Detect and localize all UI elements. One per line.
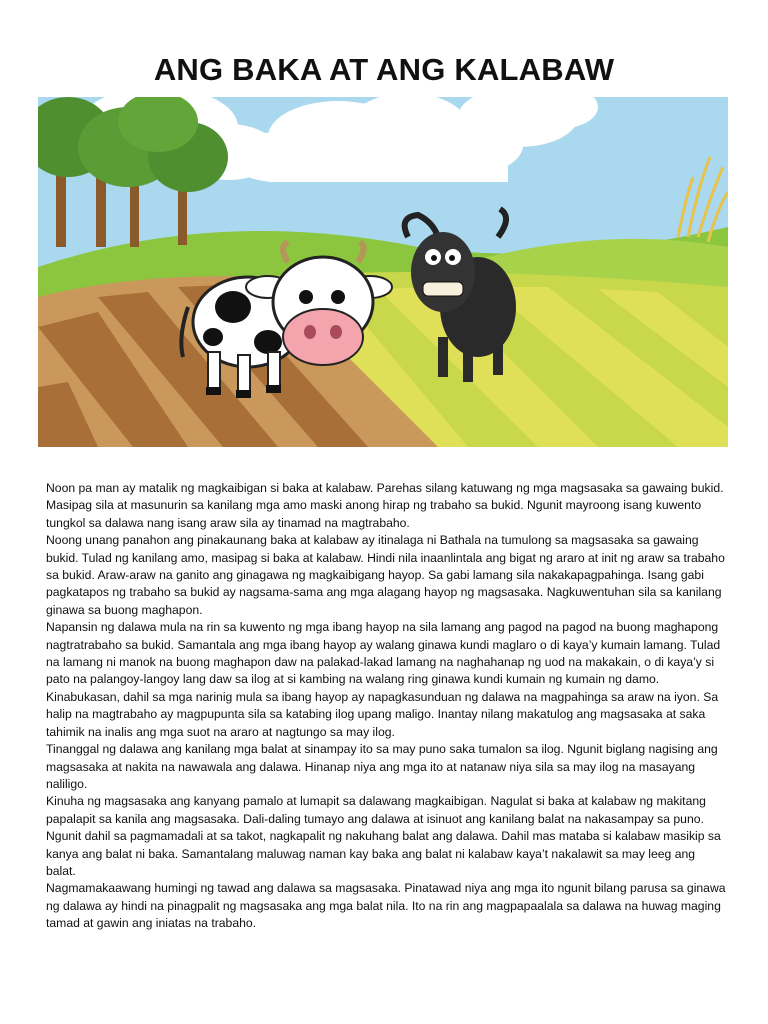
page-title: ANG BAKA AT ANG KALABAW: [153, 52, 615, 87]
story-paragraph: Nagmamakaawang humingi ng tawad ang dalawa sa magsasaka. Pinatawad niya ang mga ito ngunit bilang parusa sa ginawa ng dalawa ay hindi na pinagpalit ng magsasaka ang mga balat nila. Ito na rin ang magpapaalala sa dalawa na huwag maging tamad at gawin ang iniatas na trabaho.: [46, 881, 726, 931]
story-illustration: [38, 97, 728, 447]
story-text: [46, 480, 726, 933]
story-paragraph: Napansin ng dalawa mula na rin sa kuwento ng mga ibang hayop na sila lamang ang pagod na pagod na buong maghapong nagtratrabaho sa bukid. Samantala ang mga ibang hayop ay walang ginawa kundi maglaro o di kaya’y kumain lamang. Tulad na lamang ni manok na buong maghapon daw na palakad-lakad lamang na naghahanap ng uod na makakain, o di kaya’y si pato na palangoy-langoy lang daw sa ilog at si kambing na walang ring ginawa kundi kumain ng kumain ng damo.: [46, 620, 721, 687]
story-paragraph: Tinanggal ng dalawa ang kanilang mga balat at sinampay ito sa may puno saka tumalon sa ilog. Ngunit biglang nagising ang magsasaka at nakita na nawawala ang dalawa. Hinanap niya ang mga ito at natanaw niya sila sa may ilog na masayang naliligo.: [46, 742, 718, 791]
story-paragraph: Noon pa man ay matalik ng magkaibigan si baka at kalabaw. Parehas silang katuwang ng mga magsasaka sa gawaing bukid. Masipag sila at masunurin sa kanilang mga amo maski anong hirap ng trabaho sa bukid. Ngunit mayroong isang kuwento tungkol sa dalawa nang isang araw sila ay tinamad na magtrabaho.: [46, 481, 724, 530]
story-paragraph: Kinuha ng magsasaka ang kanyang pamalo at lumapit sa dalawang magkaibigan. Nagulat si baka at kalabaw ng makitang papalapit sa kanila ang magsasaka. Dali-daling tumayo ang dalawa at isinuot ang kanilang balat na nakasampay sa puno. Ngunit dahil sa pagmamadali at sa takot, nagkapalit ng nakuhang balat ang dalawa. Dahil mas mataba si kalabaw masikip sa kanya ang balat ni baka. Samantalang maluwag naman kay baka ang balat ni kalabaw kaya’t nakalawit sa may leeg ang balat.: [46, 794, 721, 878]
story-paragraph: Noong unang panahon ang pinakaunang baka at kalabaw ay itinalaga ni Bathala na tumulong sa magsasaka sa gawaing bukid. Tulad ng kanilang amo, masipag si baka at kalabaw. Hindi nila inaanlintala ang bigat ng araro at init ng araw sa trabaho sa bukid. Araw-araw na ganito ang ginagawa ng magkaibigang hayop. Sa gabi lamang sila nakakapagpahinga. Isang gabi pagkatapos ng trabaho sa bukid ay nagsama-sama ang mga alagang hayop ng magsasaka. Nagkuwentuhan sila sa kanilang ginawa sa buong maghapon.: [46, 533, 725, 617]
story-paragraph: Kinabukasan, dahil sa mga narinig mula sa ibang hayop ay napagkasunduan ng dalawa na magpahinga sa araw na iyon. Sa halip na magtrabaho ay magpupunta sila sa katabing ilog upang maligo. Inantay nilang makatulog ang magsasaka at saka tahimik na inalis ang mga suot na araro at nagtungo sa may ilog.: [46, 689, 719, 739]
